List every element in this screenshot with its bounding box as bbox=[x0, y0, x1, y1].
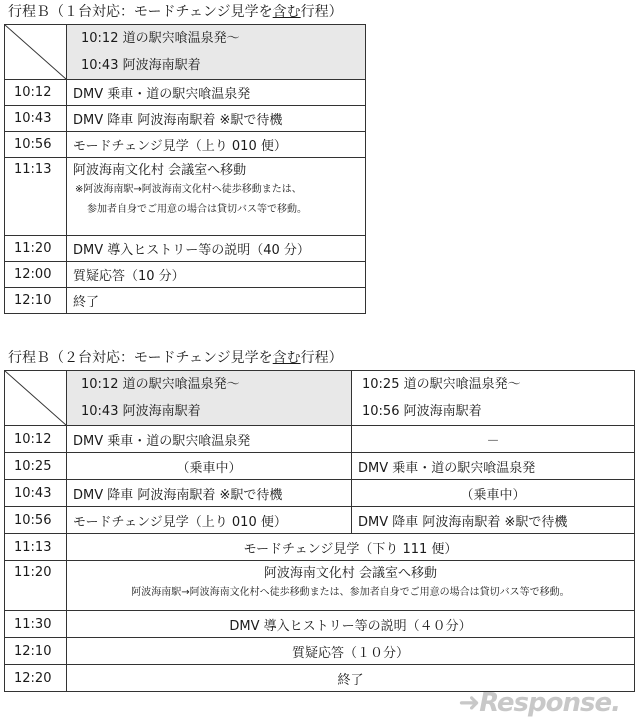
time-cell: 11:20 bbox=[5, 561, 67, 611]
table-row bbox=[5, 262, 366, 288]
activity-cell-b: （乗車中） bbox=[352, 480, 635, 507]
diagonal-cell bbox=[5, 371, 67, 426]
activity-cell: DMV 導入ヒストリー等の説明（40 分） bbox=[67, 236, 366, 262]
table2-header-row bbox=[5, 371, 635, 426]
activity-cell-merged: 終了 bbox=[67, 665, 635, 692]
table-row bbox=[5, 158, 366, 236]
table2-header-a-line2: 10:43 阿波海南駅着 bbox=[81, 404, 201, 419]
table-row bbox=[5, 638, 635, 665]
table-row bbox=[5, 534, 635, 561]
time-cell: 10:12 bbox=[5, 426, 67, 453]
table1-header-row bbox=[5, 25, 366, 80]
table2-header-b-line2: 10:56 阿波海南駅着 bbox=[362, 404, 482, 419]
table1-header-line2: 10:43 阿波海南駅着 bbox=[81, 58, 201, 73]
time-cell: 10:56 bbox=[5, 132, 67, 158]
table2-title-prefix: 行程Ｂ（２台対応：モードチェンジ見学を bbox=[8, 350, 273, 366]
activity-cell-merged bbox=[67, 561, 635, 611]
table-row bbox=[5, 561, 635, 611]
activity-cell: DMV 降車 阿波海南駅着 ※駅で待機 bbox=[67, 106, 366, 132]
time-cell: 12:00 bbox=[5, 262, 67, 288]
activity-cell-a: モードチェンジ見学（上り 010 便） bbox=[67, 507, 352, 534]
itinerary-table-2 bbox=[4, 370, 635, 692]
activity-cell: モードチェンジ見学（上り 010 便） bbox=[67, 132, 366, 158]
activity-cell: 質疑応答（10 分） bbox=[67, 262, 366, 288]
time-cell: 12:10 bbox=[5, 288, 67, 314]
table2-title-underlined: 含む bbox=[272, 350, 301, 366]
time-cell: 10:12 bbox=[5, 80, 67, 106]
table-row bbox=[5, 480, 635, 507]
time-cell: 11:20 bbox=[5, 236, 67, 262]
table-row bbox=[5, 453, 635, 480]
activity-cell-merged: 質疑応答（１０分） bbox=[67, 638, 635, 665]
table2-header-a-line1: 10:12 道の駅宍喰温泉発～ bbox=[81, 377, 240, 392]
time-cell: 10:43 bbox=[5, 480, 67, 507]
table2-header-b-line1: 10:25 道の駅宍喰温泉発～ bbox=[362, 377, 521, 392]
time-cell: 12:20 bbox=[5, 665, 67, 692]
activity-text: 阿波海南文化村 会議室へ移動 bbox=[263, 566, 438, 581]
table1-header-line1: 10:12 道の駅宍喰温泉発～ bbox=[81, 31, 240, 46]
table2-title-suffix: 行程） bbox=[300, 350, 343, 366]
activity-cell: 終了 bbox=[67, 288, 366, 314]
time-cell: 10:43 bbox=[5, 106, 67, 132]
activity-cell-b: DMV 降車 阿波海南駅着 ※駅で待機 bbox=[352, 507, 635, 534]
itinerary-table-1 bbox=[4, 24, 366, 314]
activity-cell-b: － bbox=[352, 426, 635, 453]
activity-cell-merged: DMV 導入ヒストリー等の説明（４０分） bbox=[67, 611, 635, 638]
activity-note: 阿波海南駅→阿波海南文化村へ徒歩移動または、参加者自身でご用意の場合は貸切バス等で移動。 bbox=[131, 587, 570, 598]
time-cell: 11:13 bbox=[5, 158, 67, 236]
table2-header-cell-a bbox=[67, 371, 352, 426]
time-cell: 11:30 bbox=[5, 611, 67, 638]
table2-title bbox=[8, 350, 343, 366]
activity-cell: DMV 乗車・道の駅宍喰温泉発 bbox=[67, 80, 366, 106]
activity-note: 参加者自身でご用意の場合は貸切バス等で移動。 bbox=[87, 204, 307, 215]
time-cell: 12:10 bbox=[5, 638, 67, 665]
activity-cell-a: DMV 降車 阿波海南駅着 ※駅で待機 bbox=[67, 480, 352, 507]
table-row bbox=[5, 80, 366, 106]
activity-note: ※阿波海南駅→阿波海南文化村へ徒歩移動または、 bbox=[75, 184, 302, 195]
table-row bbox=[5, 426, 635, 453]
activity-cell-a: DMV 乗車・道の駅宍喰温泉発 bbox=[67, 426, 352, 453]
diagonal-cell bbox=[5, 25, 67, 80]
time-cell: 11:13 bbox=[5, 534, 67, 561]
table1-header-cell bbox=[67, 25, 366, 80]
table-row bbox=[5, 106, 366, 132]
time-cell: 10:56 bbox=[5, 507, 67, 534]
table-row bbox=[5, 288, 366, 314]
activity-cell-a: （乗車中） bbox=[67, 453, 352, 480]
table1-title-suffix: 行程） bbox=[300, 4, 343, 20]
arrow-logo-icon: ➜ bbox=[458, 688, 480, 718]
table-row bbox=[5, 236, 366, 262]
table-row bbox=[5, 611, 635, 638]
watermark-text: Response. bbox=[479, 688, 620, 718]
time-cell: 10:25 bbox=[5, 453, 67, 480]
table-row bbox=[5, 132, 366, 158]
activity-cell bbox=[67, 158, 366, 236]
table-row bbox=[5, 507, 635, 534]
table1-title-prefix: 行程Ｂ（１台対応：モードチェンジ見学を bbox=[8, 4, 273, 20]
table2-header-cell-b bbox=[352, 371, 635, 426]
table1-title-underlined: 含む bbox=[272, 4, 301, 20]
table1-title bbox=[8, 4, 343, 20]
activity-text: 阿波海南文化村 会議室へ移動 bbox=[73, 163, 247, 178]
response-watermark bbox=[458, 688, 620, 718]
activity-cell-b: DMV 乗車・道の駅宍喰温泉発 bbox=[352, 453, 635, 480]
activity-cell-merged: モードチェンジ見学（下り 111 便） bbox=[67, 534, 635, 561]
